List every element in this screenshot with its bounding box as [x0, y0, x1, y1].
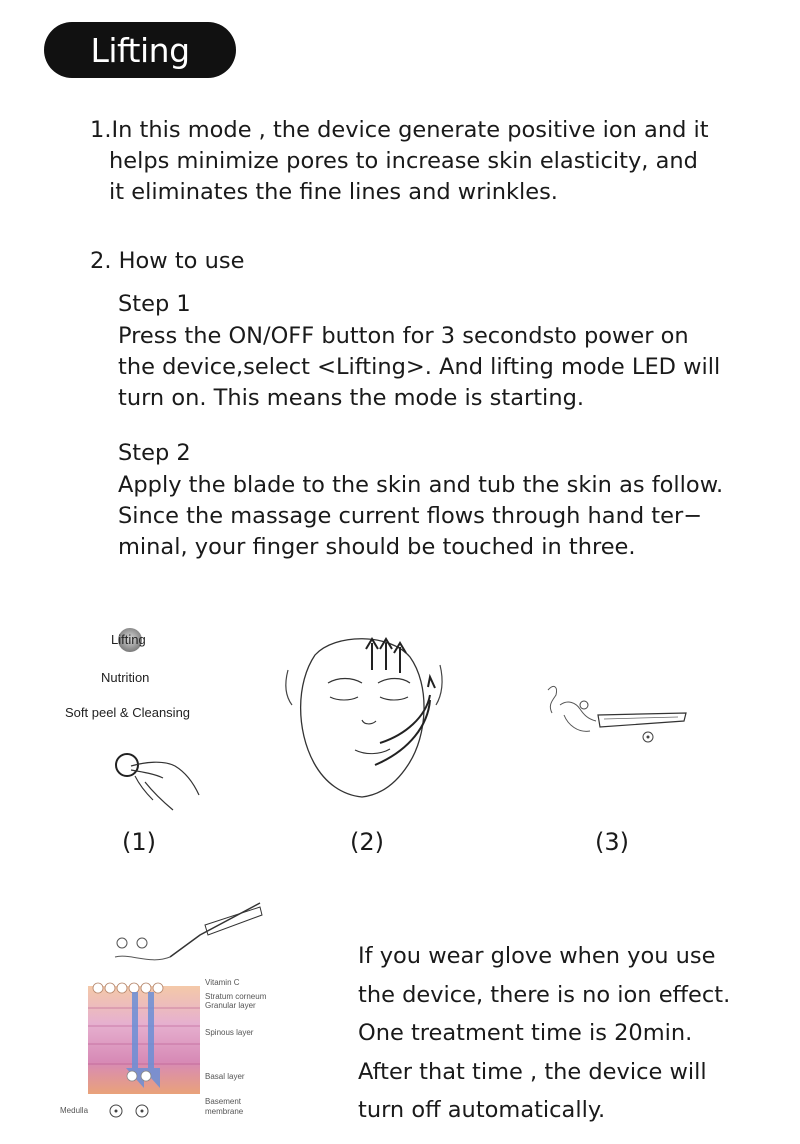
page-title: Lifting [90, 30, 190, 70]
step1-line: the device,select <Lifting>. And lifting mode LED will [118, 354, 721, 380]
how-to-use-heading: 2. How to use [90, 248, 245, 274]
face-massage-icon [280, 625, 445, 805]
glove-note [358, 937, 730, 1130]
step1-text [118, 321, 720, 414]
skin-label: Basal layer [205, 1072, 245, 1081]
skin-label: Spinous layer [205, 1028, 254, 1037]
device-tip-icon [110, 895, 270, 980]
intro-paragraph [90, 115, 709, 208]
intro-line: helps minimize pores to increase skin elasticity, and [109, 148, 698, 174]
note-line: turn off automatically. [358, 1097, 606, 1123]
figure-caption: (2) [350, 828, 384, 856]
skin-label: Medulla [60, 1106, 89, 1115]
skin-label: Basement [205, 1097, 242, 1106]
finger-press-button-icon [105, 740, 205, 815]
menu-item-soft-peel: Soft peel & Cleansing [65, 705, 191, 720]
step2-text [118, 470, 723, 563]
menu-item-nutrition: Nutrition [101, 670, 150, 685]
note-line: One treatment time is 20min. [358, 1020, 693, 1046]
figure-caption: (3) [595, 828, 629, 856]
intro-line: 1.In this mode , the device generate positive ion and it [90, 117, 709, 143]
note-line: After that time , the device will [358, 1058, 707, 1085]
step2-title: Step 2 [118, 440, 191, 466]
skin-label: Stratum corneum [205, 992, 267, 1001]
figure-caption: (1) [122, 828, 156, 856]
step2-line: minal, your finger should be touched in three. [118, 534, 636, 560]
ion-dots-icon [106, 1102, 156, 1122]
note-line: the device, there is no ion effect. [358, 981, 731, 1008]
skin-layer-diagram [88, 978, 203, 1100]
step1-line: turn on. This means the mode is starting. [118, 385, 585, 411]
note-line: If you wear glove when you use [358, 943, 716, 969]
intro-line: it eliminates the fine lines and wrinkles. [109, 179, 558, 205]
menu-item-lifting: Lifting [111, 632, 146, 647]
step1-title: Step 1 [118, 291, 191, 317]
skin-label: Granular layer [205, 1001, 256, 1010]
skin-label: Vitamin C [205, 978, 240, 987]
step2-line: Since the massage current flows through hand ter− [118, 503, 703, 529]
step1-line: Press the ON/OFF button for 3 secondsto power on [118, 323, 689, 349]
skin-label: membrane [205, 1107, 244, 1116]
section-title-pill [44, 22, 236, 78]
hand-holding-device-icon [538, 675, 688, 750]
step2-line: Apply the blade to the skin and tub the skin as follow. [118, 472, 724, 498]
